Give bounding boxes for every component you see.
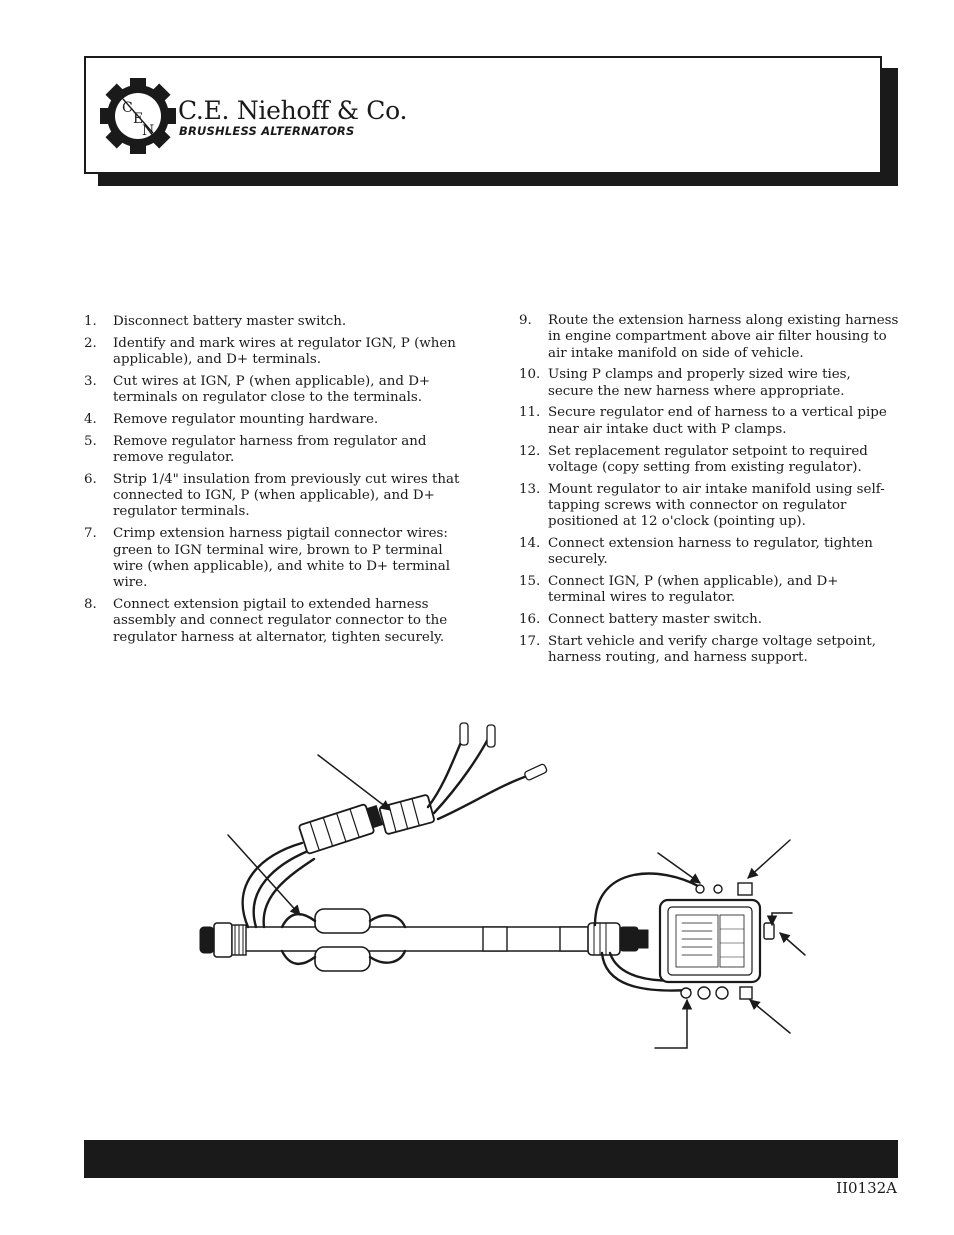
- instruction-step: [519, 444, 899, 477]
- instruction-step: [519, 612, 899, 628]
- step-number: 17.: [519, 634, 541, 650]
- instruction-step: [519, 313, 899, 362]
- cen-gear-logo-icon: [100, 78, 176, 154]
- step-number: 15.: [519, 574, 541, 590]
- step-number: 3.: [84, 373, 97, 389]
- instruction-step: [519, 482, 899, 531]
- step-text: Using P clamps and properly sized wire ties, secure the new harness where appropriate.: [548, 367, 851, 399]
- step-text: Secure regulator end of harness to a vertical pipe near air intake duct with P clamps.: [548, 405, 887, 437]
- instruction-step: [84, 412, 476, 428]
- instruction-step: [84, 434, 476, 467]
- step-number: 2.: [84, 335, 97, 351]
- harness-diagram: [190, 715, 810, 1060]
- step-number: 10.: [519, 367, 541, 383]
- step-text: Mount regulator to air intake manifold using self-tapping screws with connector on regulator positioned at 12 o'clock (pointing up).: [548, 481, 885, 530]
- company-name: C.E. Niehoff & Co.: [178, 96, 408, 125]
- step-number: 6.: [84, 471, 97, 487]
- instruction-step: [519, 634, 899, 667]
- instruction-step: [519, 367, 899, 400]
- instruction-step: [84, 472, 476, 521]
- step-number: 1.: [84, 314, 97, 329]
- instruction-step: [519, 574, 899, 607]
- instructions-right-column: [519, 313, 899, 672]
- instruction-step: [84, 597, 476, 646]
- document-id: II0132A: [836, 1179, 897, 1197]
- step-number: 11.: [519, 405, 541, 421]
- instructions-left-column: [84, 314, 476, 651]
- header-box: [84, 56, 882, 174]
- step-number: 12.: [519, 443, 541, 459]
- footer-bar: [84, 1140, 898, 1178]
- step-text: Crimp extension harness pigtail connector wires: green to IGN terminal wire, brown to P terminal wire (when applicable), and white to D+ terminal wire.: [113, 526, 450, 591]
- logo-letter-e: E: [133, 111, 144, 127]
- instruction-step: [84, 336, 476, 369]
- instruction-step: [84, 374, 476, 407]
- step-text: Connect battery master switch.: [548, 612, 762, 628]
- step-number: 14.: [519, 536, 541, 552]
- step-text: Route the extension harness along existing harness in engine compartment above air filter housing to air intake manifold on side of vehicle.: [548, 313, 899, 361]
- instruction-step: [84, 314, 476, 330]
- logo-letter-c: C: [122, 100, 133, 116]
- step-text: Start vehicle and verify charge voltage setpoint, harness routing, and harness support.: [548, 634, 876, 666]
- logo-letter-n: N: [142, 123, 155, 139]
- step-number: 9.: [519, 313, 532, 328]
- step-number: 8.: [84, 596, 97, 612]
- step-text: Remove regulator mounting hardware.: [113, 411, 379, 427]
- step-text: Identify and mark wires at regulator IGN, P (when applicable), and D+ terminals.: [113, 335, 456, 368]
- step-text: Remove regulator harness from regulator and remove regulator.: [113, 433, 427, 466]
- step-text: Disconnect battery master switch.: [113, 314, 347, 329]
- instruction-step: [519, 536, 899, 569]
- instruction-step: [84, 526, 476, 591]
- company-tagline: BRUSHLESS ALTERNATORS: [179, 124, 355, 138]
- step-number: 5.: [84, 433, 97, 449]
- step-text: Connect extension pigtail to extended harness assembly and connect regulator connector to the regulator harness at alternator, tighten securely.: [113, 596, 448, 645]
- step-text: Connect extension harness to regulator, tighten securely.: [548, 536, 873, 568]
- step-number: 13.: [519, 481, 541, 497]
- step-number: 16.: [519, 612, 541, 628]
- instruction-step: [519, 405, 899, 438]
- step-text: Strip 1/4" insulation from previously cut wires that connected to IGN, P (when applicable), and D+ regulator terminals.: [113, 471, 460, 520]
- step-text: Connect IGN, P (when applicable), and D+ terminal wires to regulator.: [548, 574, 839, 606]
- step-text: Cut wires at IGN, P (when applicable), and D+ terminals on regulator close to the terminals.: [113, 373, 431, 406]
- step-number: 7.: [84, 526, 97, 542]
- step-number: 4.: [84, 411, 97, 427]
- step-text: Set replacement regulator setpoint to required voltage (copy setting from existing regulator).: [548, 443, 868, 475]
